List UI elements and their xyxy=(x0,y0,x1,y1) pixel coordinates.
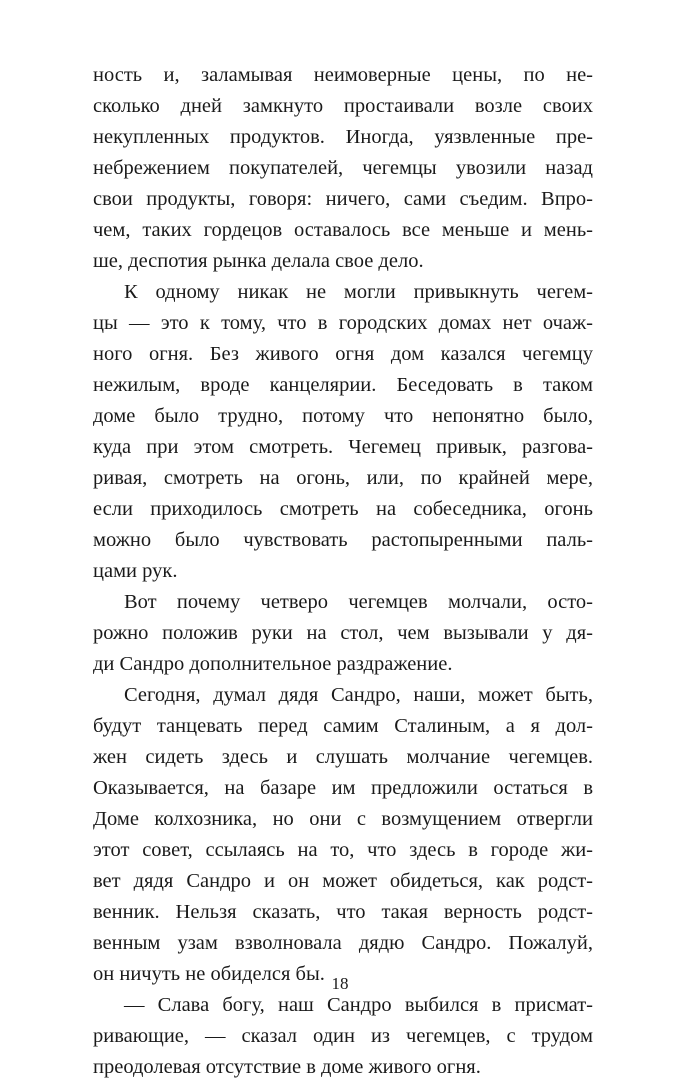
page-number: 18 xyxy=(331,974,349,993)
text-line: цы — это к тому, что в городских домах нет очаж- xyxy=(93,312,593,334)
text-line: небрежением покупателей, чегемцы увозили назад xyxy=(93,157,593,179)
text-line: свои продукты, говоря: ничего, сами съедим. Впро- xyxy=(93,188,593,210)
text-line: венным узам взволновала дядю Сандро. Пожалуй, xyxy=(93,932,593,954)
text-line: сколько дней замкнуто простаивали возле своих xyxy=(93,95,593,117)
text-line: куда при этом смотреть. Чегемец привык, разгова- xyxy=(93,436,593,458)
text-line: вет дядя Сандро и он может обидеться, как родст- xyxy=(93,870,593,892)
text-line: чем, таких гордецов оставалось все меньше и мень- xyxy=(93,219,593,241)
text-line: некупленных продуктов. Иногда, уязвленные пре- xyxy=(93,126,593,148)
text-line: жен сидеть здесь и слушать молчание чегемцев. xyxy=(93,746,593,768)
text-line: этот совет, ссылаясь на то, что здесь в городе жи- xyxy=(93,839,593,861)
text-line: Доме колхозника, но они с возмущением отвергли xyxy=(93,808,593,830)
text-line: К одному никак не могли привыкнуть чегем- xyxy=(124,281,593,303)
text-line: преодолевая отсутствие в доме живого огня. xyxy=(93,1056,481,1078)
text-line: Оказывается, на базаре им предложили остаться в xyxy=(93,777,593,799)
text-line: венник. Нельзя сказать, что такая верность родст- xyxy=(93,901,593,923)
text-line: ше, деспотия рынка делала свое дело. xyxy=(93,250,424,272)
text-line: Вот почему четверо чегемцев молчали, осто- xyxy=(124,591,593,613)
text-line: цами рук. xyxy=(93,560,178,582)
text-line: ривая, смотреть на огонь, или, по крайней мере, xyxy=(93,467,593,489)
text-line: — Слава богу, наш Сандро выбился в присмат- xyxy=(124,994,593,1016)
text-line: ривающие, — сказал один из чегемцев, с трудом xyxy=(93,1025,593,1047)
text-line: ность и, заламывая неимоверные цены, по не- xyxy=(93,64,593,86)
text-line: если приходилось смотреть на собеседника, огонь xyxy=(93,498,593,520)
text-line: он ничуть не обиделся бы. xyxy=(93,963,325,985)
text-line: Сегодня, думал дядя Сандро, наши, может быть, xyxy=(124,684,593,706)
text-line: рожно положив руки на стол, чем вызывали у дя- xyxy=(93,622,593,644)
text-line: ного огня. Без живого огня дом казался чегемцу xyxy=(93,343,593,365)
body-text xyxy=(93,60,593,1083)
text-line: можно было чувствовать растопыренными паль- xyxy=(93,529,593,551)
text-line: нежилым, вроде канцелярии. Беседовать в таком xyxy=(93,374,593,396)
text-line: будут танцевать перед самим Сталиным, а я дол- xyxy=(93,715,593,737)
text-line: ди Сандро дополнительное раздражение. xyxy=(93,653,453,675)
text-line: доме было трудно, потому что непонятно было, xyxy=(93,405,593,427)
